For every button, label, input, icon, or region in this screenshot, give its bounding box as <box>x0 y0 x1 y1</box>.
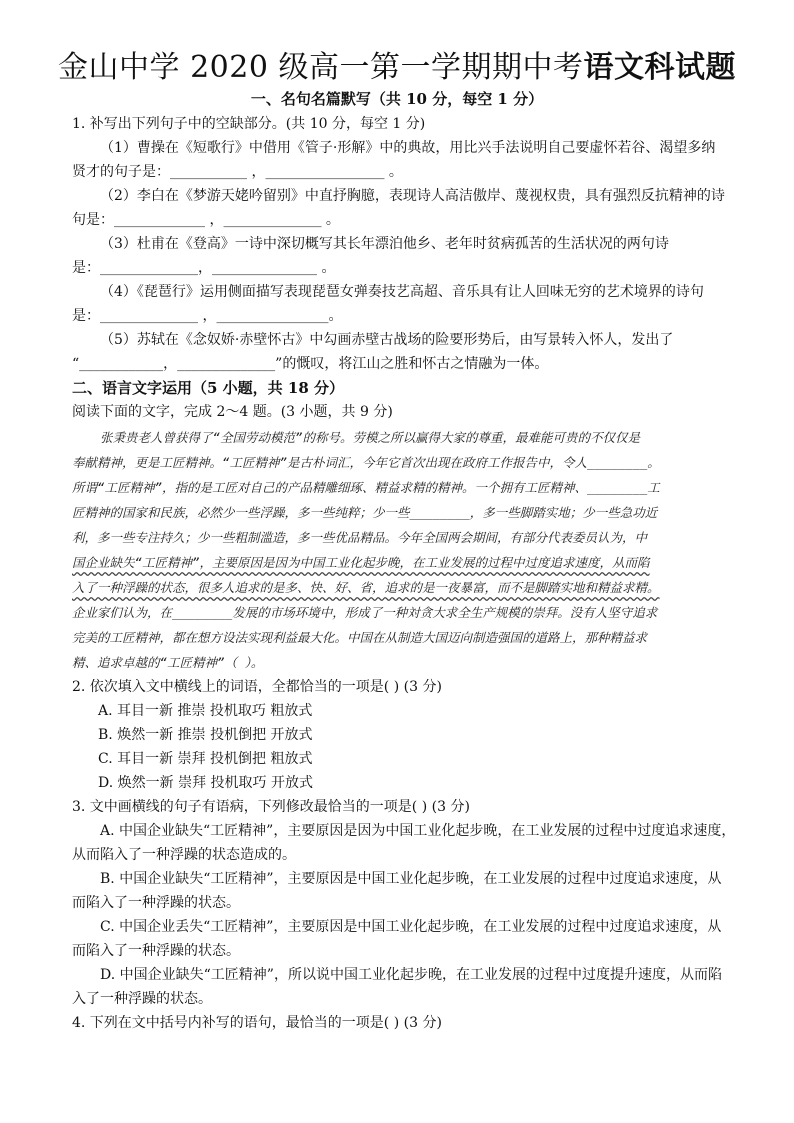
q3-option-d-line1: D. 中国企业缺失“工匠精神”，所以说中国工业化起步晚，在工业发展的过程中过度提升速度，从而陷 <box>100 967 722 983</box>
q1-item-4-line1: （4）《琵琶行》运用侧面描写表现琵琶女弹奏技艺高超、音乐具有让人回味无穷的艺术境界的诗句 <box>100 284 704 300</box>
q1-item-5-line1: （5）苏轼在《念奴娇·赤壁怀古》中勾画赤壁古战场的险要形势后，由写景转入怀人，发出了 <box>100 332 674 348</box>
passage-line-underlined: 国企业缺失“工匠精神”，主要原因是因为中国工业化起步晚，在工业发展的过程中过度追求速度，从而陷 <box>72 555 650 570</box>
q1-stem: 1. 补写出下列句子中的空缺部分。(共 10 分，每空 1 分) <box>72 116 426 132</box>
passage-line: 匠精神的国家和民族，必然少一些浮躁，多一些纯粹；少一些________，多一些脚踏实地；少一些急功近 <box>72 505 658 520</box>
q2-option-a: A. 耳目一新 推崇 投机取巧 粗放式 <box>98 703 313 719</box>
q1-item-2-line1: （2）李白在《梦游天姥吟留别》中直抒胸臆，表现诗人高洁傲岸、蔑视权贵，具有强烈反抗精神的诗 <box>100 188 725 204</box>
reading-intro: 阅读下面的文字，完成 2～4 题。(3 小题，共 9 分) <box>72 404 393 420</box>
section-1-heading: 一、名句名篇默写（共 10 分，每空 1 分） <box>250 90 544 108</box>
passage-line: 利，多一些专注持久；少一些粗制滥造，多一些优品精品。今年全国两会期间，有部分代表委员认为，中 <box>72 530 648 545</box>
passage-line: 完美的工匠精神，都在想方设法实现利益最大化。中国在从制造大国迈向制造强国的道路上，那种精益求 <box>72 630 648 645</box>
q3-stem: 3. 文中画横线的句子有语病，下列修改最恰当的一项是( ) (3 分) <box>72 799 470 815</box>
q1-item-4-line2: 是：______________ ，________________。 <box>72 308 343 324</box>
q3-option-b-line1: B. 中国企业缺失“工匠精神”，主要原因是中国工业化起步晚，在工业发展的过程中过度追求速度，从 <box>100 871 722 887</box>
q1-item-5-line2: “____________，______________”的慨叹，将江山之胜和怀古之情融为一体。 <box>72 356 549 372</box>
q1-item-1-line2: 贤才的句子是：___________ ，_________________ 。 <box>72 164 403 180</box>
q2-option-b: B. 焕然一新 推崇 投机倒把 开放式 <box>98 727 313 743</box>
passage-line: 精、追求卓越的“工匠精神”（ ）。 <box>72 655 264 670</box>
exam-title-subject: 语文科试题 <box>583 50 736 85</box>
q3-option-d-line2: 入了一种浮躁的状态。 <box>72 991 212 1007</box>
passage-line: 所谓“工匠精神”，指的是工匠对自己的产品精雕细琢、精益求精的精神。一个拥有工匠精神、________工 <box>72 480 660 495</box>
q1-item-1-line1: （1）曹操在《短歌行》中借用《管子·形解》中的典故，用比兴手法说明自己要虚怀若谷、渴望多纳 <box>100 140 716 156</box>
q3-option-a-line2: 从而陷入了一种浮躁的状态造成的。 <box>72 847 296 863</box>
passage-line: 奉献精神，更是工匠精神。“工匠精神”是古朴词汇，今年它首次出现在政府工作报告中，令人________。 <box>72 455 660 470</box>
exam-title <box>0 50 794 86</box>
passage-line: 张秉贵老人曾获得了“全国劳动模范”的称号。劳模之所以赢得大家的尊重，最难能可贵的不仅仅是 <box>100 430 641 445</box>
passage-line-underlined: 入了一种浮躁的状态，很多人追求的是多、快、好、省，追求的是一夜暴富，而不是脚踏实地和精益求精。 <box>72 580 660 595</box>
q3-option-a-line1: A. 中国企业缺失“工匠精神”，主要原因是因为中国工业化起步晚，在工业发展的过程中过度追求速度， <box>100 823 736 839</box>
q3-option-b-line2: 而陷入了一种浮躁的状态。 <box>72 895 240 911</box>
q2-option-c: C. 耳目一新 崇拜 投机倒把 粗放式 <box>98 751 313 767</box>
passage-line: 企业家们认为，在________发展的市场环境中，形成了一种対贪大求全生产规模的崇拜。没有人坚守追求 <box>72 605 658 620</box>
exam-title-main: 金山中学 2020 级高一第一学期期中考 <box>58 50 584 85</box>
q1-item-3-line1: （3）杜甫在《登高》一诗中深切概写其长年漂泊他乡、老年时贫病孤苦的生活状况的两句诗 <box>100 236 669 252</box>
q3-option-c-line2: 而陷入了一种浮躁的状态。 <box>72 943 240 959</box>
q3-option-c-line1: C. 中国企业丢失“工匠精神”，主要原因是中国工业化起步晚，在工业发展的过程中过度追求速度，从 <box>100 919 722 935</box>
q1-item-3-line2: 是：______________，_______________ 。 <box>72 260 336 276</box>
q4-stem: 4. 下列在文中括号内补写的语句，最恰当的一项是( ) (3 分) <box>72 1015 442 1031</box>
q2-stem: 2. 依次填入文中横线上的词语，全都恰当的一项是( ) (3 分) <box>72 679 442 695</box>
section-2-heading: 二、语言文字运用（5 小题，共 18 分） <box>72 379 344 397</box>
q2-option-d: D. 焕然一新 崇拜 投机取巧 开放式 <box>98 775 313 791</box>
q1-item-2-line2: 句是：_____________ ，______________ 。 <box>72 212 340 228</box>
